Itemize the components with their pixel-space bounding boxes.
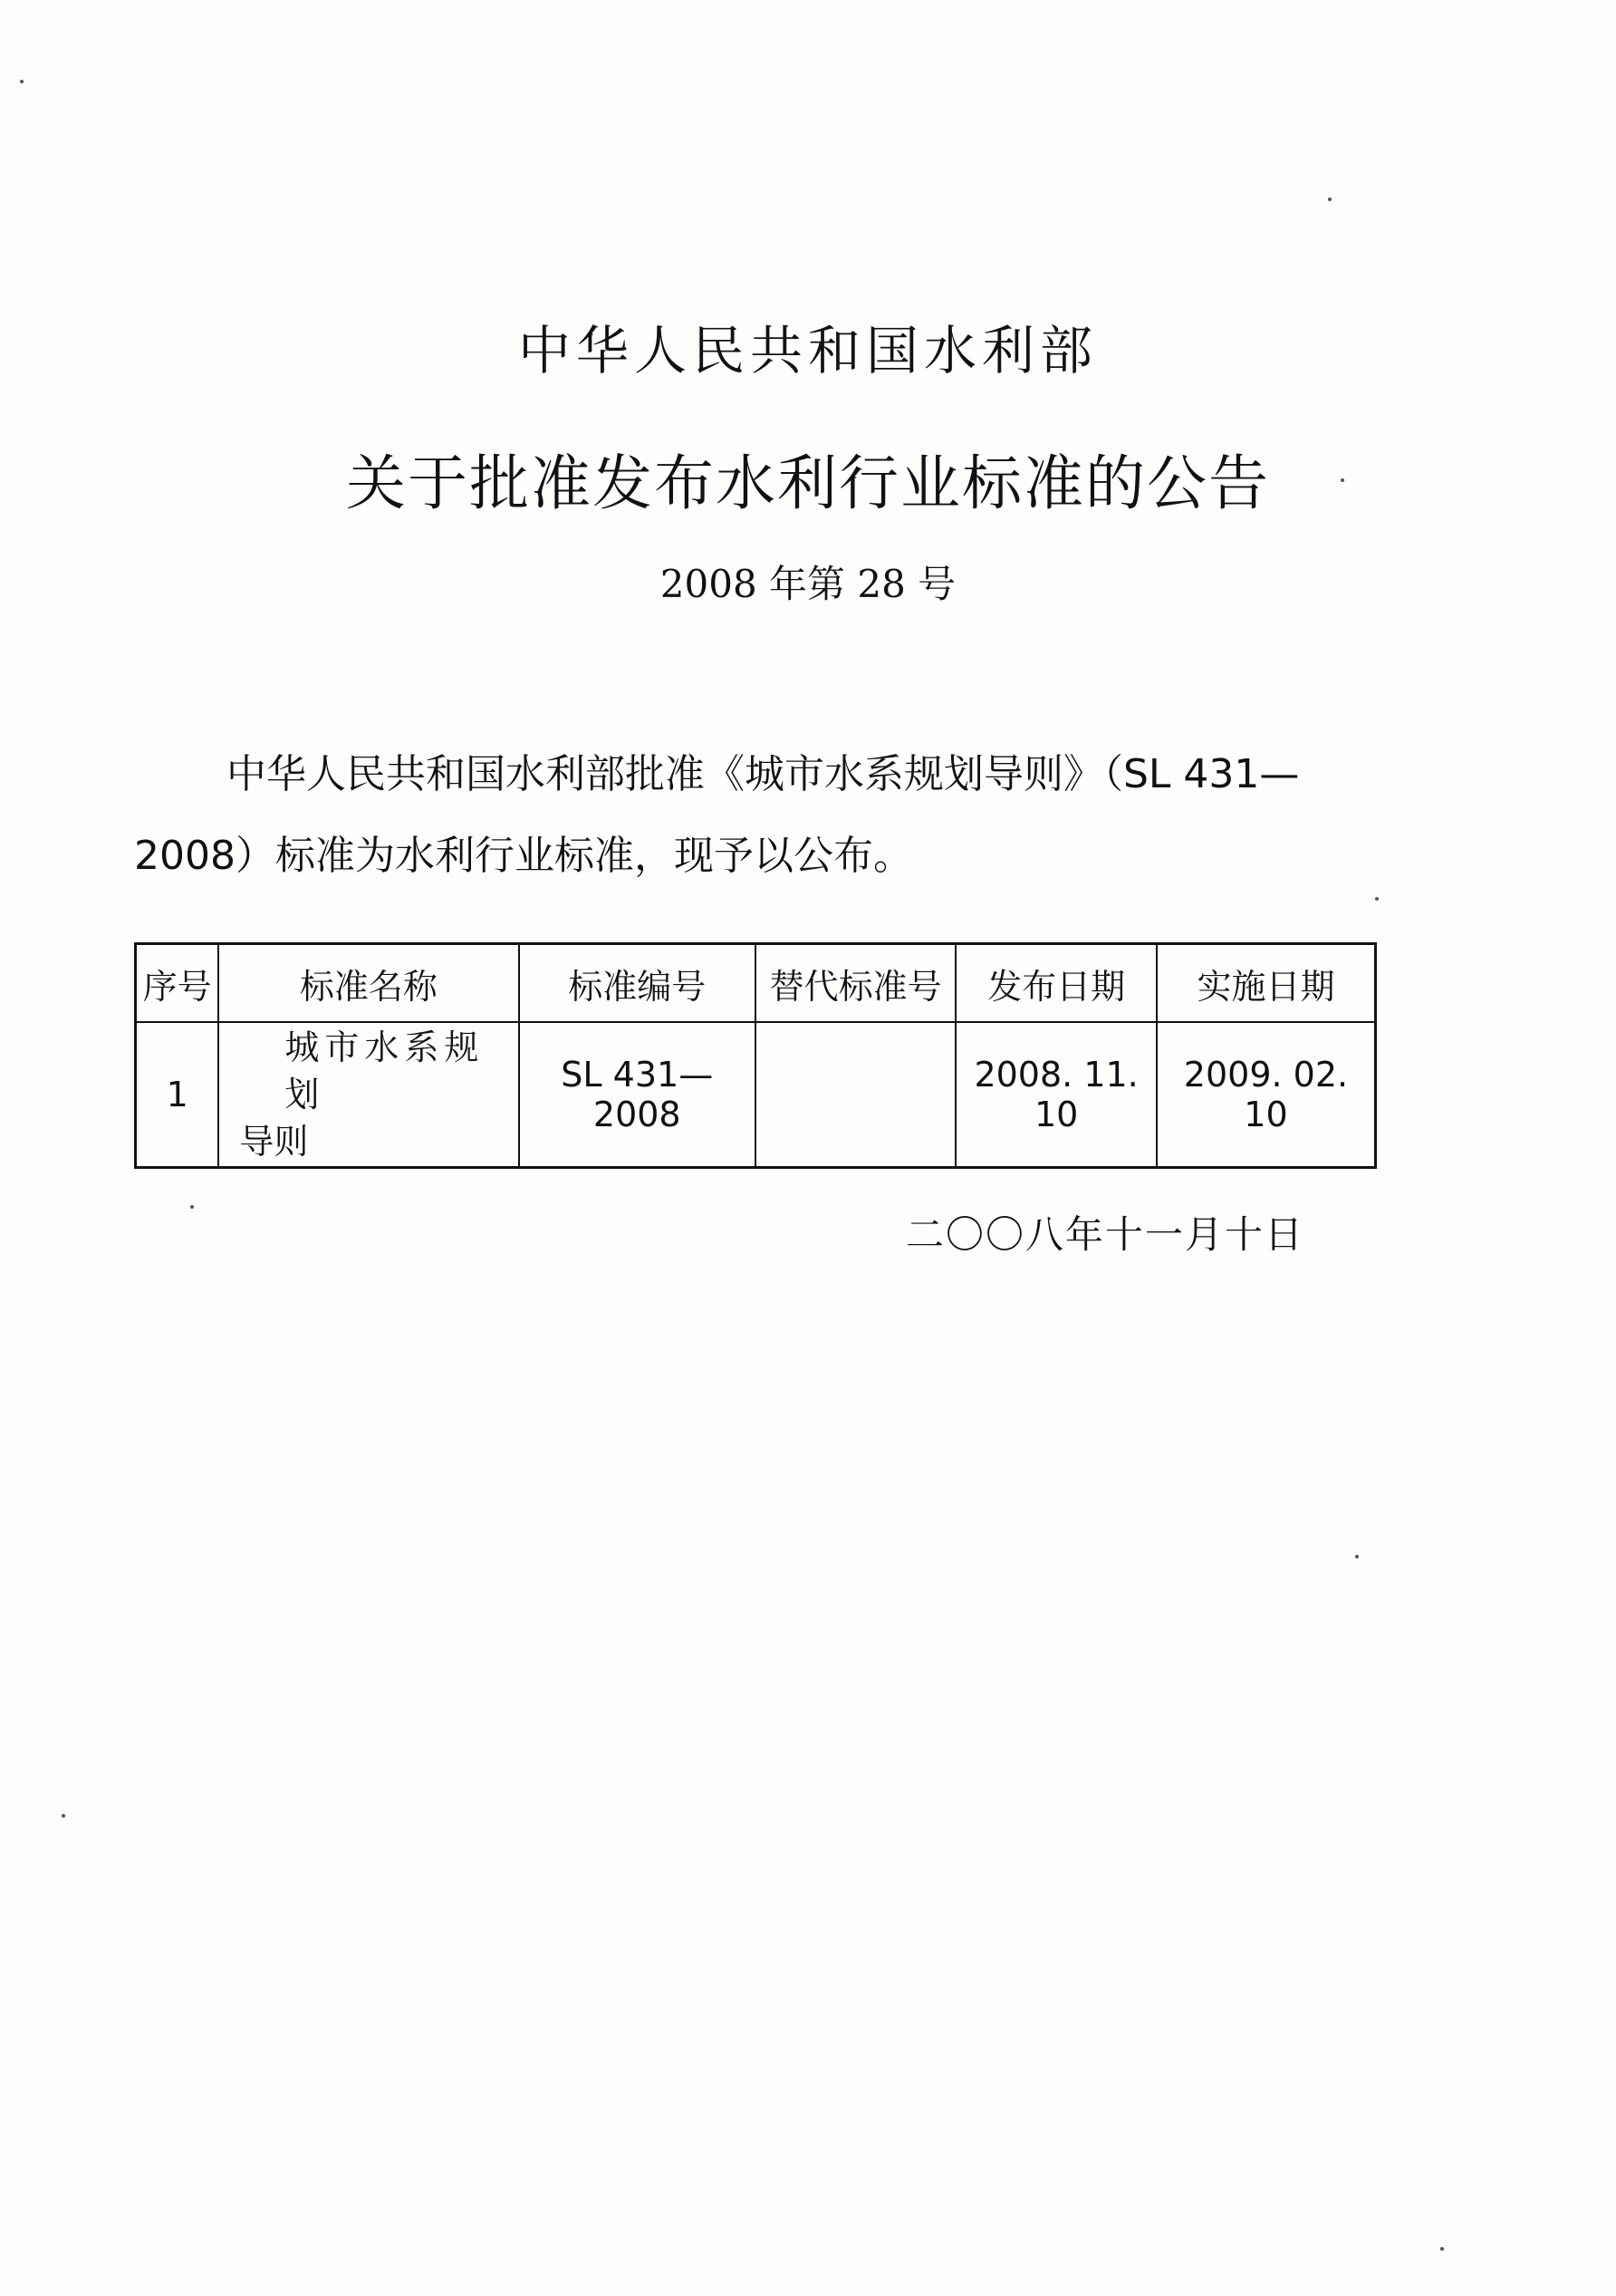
scan-speck — [1355, 1555, 1359, 1558]
cell-name — [218, 1022, 518, 1168]
table-row — [136, 1022, 1376, 1168]
cell-name-line1: 城市水系规划 — [284, 1027, 485, 1114]
scan-speck — [1375, 897, 1379, 901]
cell-publish-date: 2008. 11. 10 — [956, 1022, 1157, 1168]
header-seq: 序号 — [136, 944, 219, 1023]
scan-speck — [190, 1205, 194, 1209]
header-code: 标准编号 — [519, 944, 755, 1023]
issue-number: 2008 年第 28 号 — [659, 562, 957, 606]
ministry-title: 中华人民共和国水利部 — [517, 320, 1098, 381]
cell-name-line2: 导则 — [239, 1122, 309, 1162]
cell-replaces — [755, 1022, 956, 1168]
scan-speck — [62, 1814, 65, 1818]
scan-speck — [1328, 198, 1332, 201]
table-header-row — [136, 944, 1376, 1023]
header-effective-date: 实施日期 — [1157, 944, 1376, 1023]
header-publish-date: 发布日期 — [956, 944, 1157, 1023]
standards-table — [134, 942, 1377, 1169]
header-replaces: 替代标准号 — [755, 944, 956, 1023]
announcement-title: 关于批准发布水利行业标准的公告 — [346, 449, 1270, 518]
signature-date: 二〇〇八年十一月十日 — [906, 1212, 1305, 1257]
cell-effective-date: 2009. 02. 10 — [1157, 1022, 1376, 1168]
scan-speck — [20, 80, 24, 83]
cell-seq: 1 — [136, 1022, 219, 1168]
announcement-paragraph: 中华人民共和国水利部批准《城市水系规划导则》（SL 431—2008）标准为水利行业标准，现予以公布。 — [134, 751, 1300, 879]
cell-code: SL 431—2008 — [519, 1022, 755, 1168]
scan-speck — [1440, 2247, 1444, 2251]
scan-speck — [1341, 478, 1344, 482]
header-name: 标准名称 — [218, 944, 518, 1023]
